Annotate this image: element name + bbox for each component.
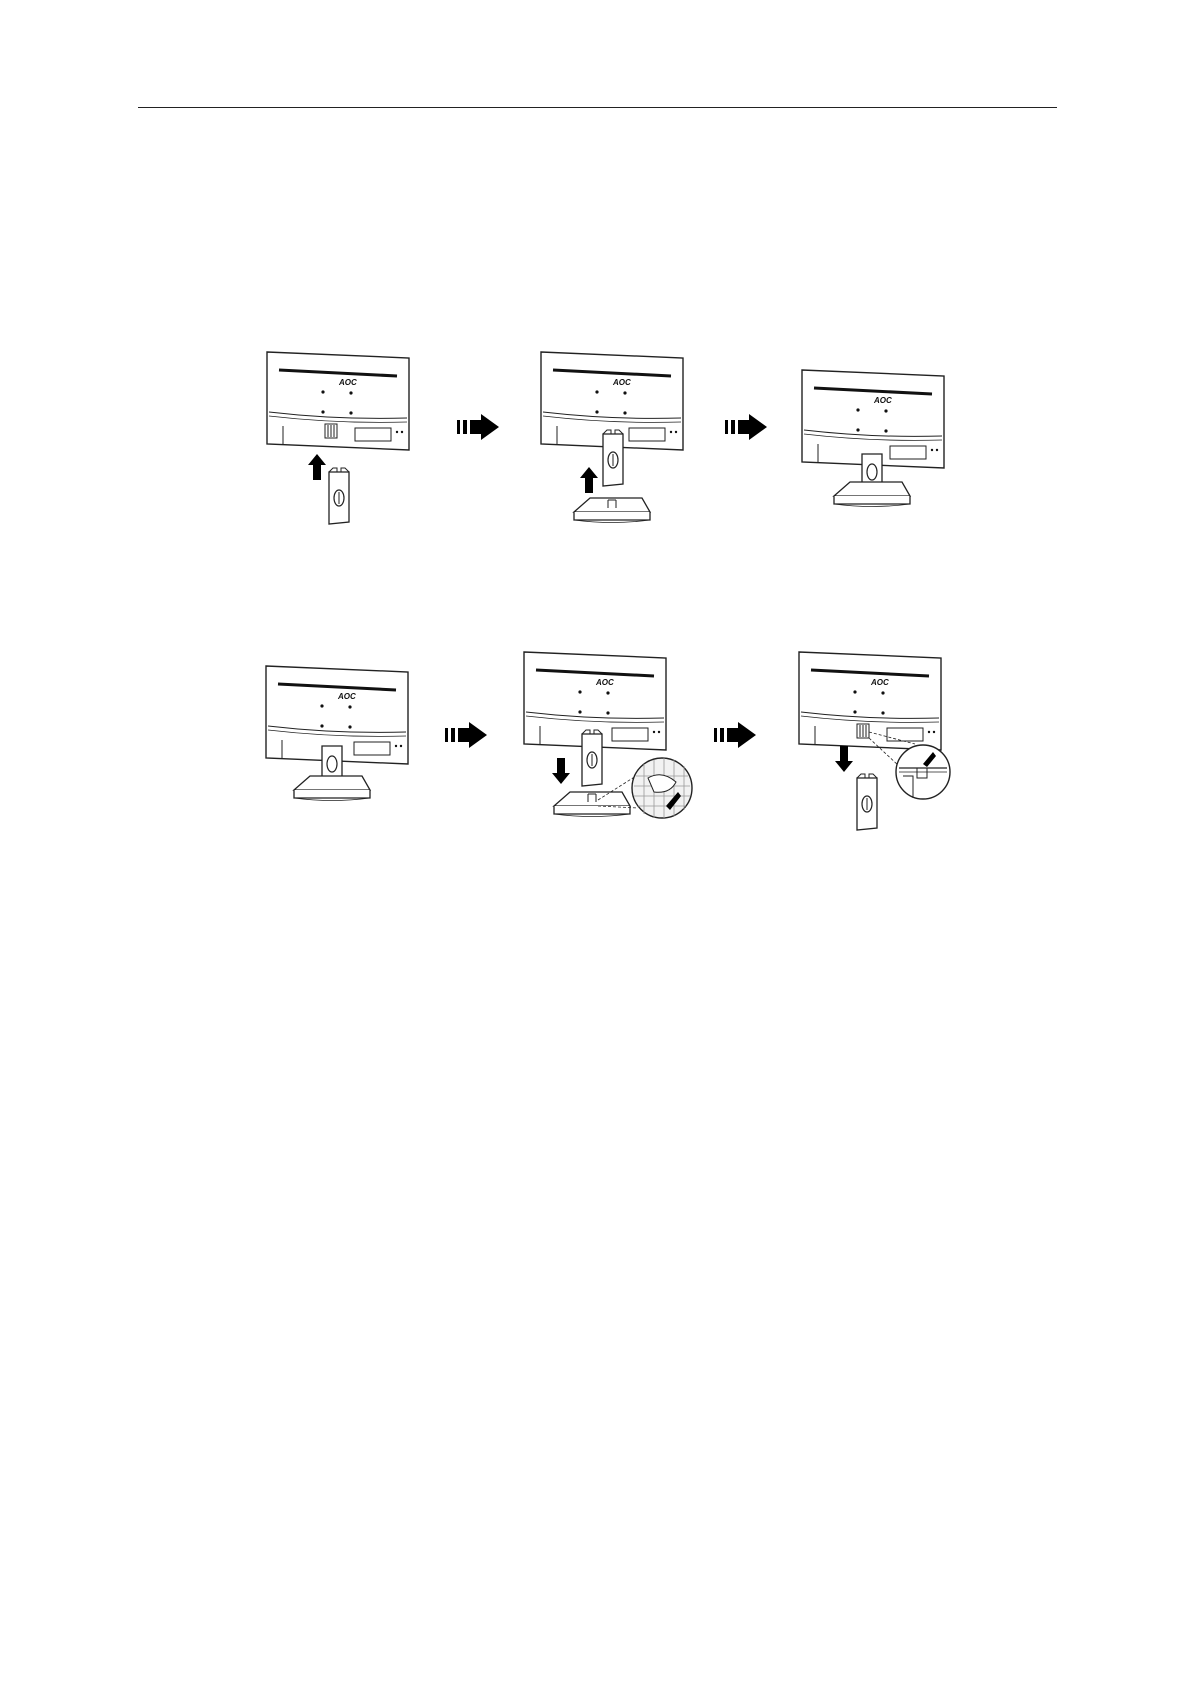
stand-base-icon [574,498,650,523]
removal-step-remove-base [520,648,700,833]
up-arrow-icon [308,454,326,480]
double-right-arrow-icon [714,722,758,755]
up-arrow-icon [580,467,598,493]
monitor-back-icon [520,648,700,833]
brand-logo: AOC [874,396,892,405]
monitor-back-icon [798,366,958,516]
install-step-attach-neck [263,348,423,528]
stand-neck-icon [603,430,623,486]
stand-base-icon [554,792,630,817]
stand-neck-icon [857,774,877,830]
stand-neck-icon [322,746,342,780]
monitor-back-icon [263,348,423,528]
install-step-assembled [798,366,958,516]
stand-base-icon [834,482,910,507]
monitor-back-icon [795,648,965,828]
removal-step-assembled [262,662,422,812]
stand-neck-icon [329,468,349,524]
down-arrow-icon [552,758,570,784]
brand-logo: AOC [871,678,889,687]
removal-step-remove-neck [795,648,965,828]
header-rule [138,107,1057,108]
stand-base-icon [294,776,370,801]
double-right-arrow-icon [457,414,501,447]
double-right-arrow-icon [445,722,489,755]
brand-logo: AOC [596,678,614,687]
double-right-arrow-icon [725,414,769,447]
brand-logo: AOC [338,692,356,701]
monitor-back-icon [537,348,697,538]
down-arrow-icon [835,746,853,772]
install-step-attach-base [537,348,697,538]
brand-logo: AOC [613,378,631,387]
magnifier-detail-icon [632,758,692,818]
monitor-back-icon [262,662,422,812]
stand-neck-icon [582,730,602,786]
brand-logo: AOC [339,378,357,387]
latch-detail-icon [896,745,950,799]
